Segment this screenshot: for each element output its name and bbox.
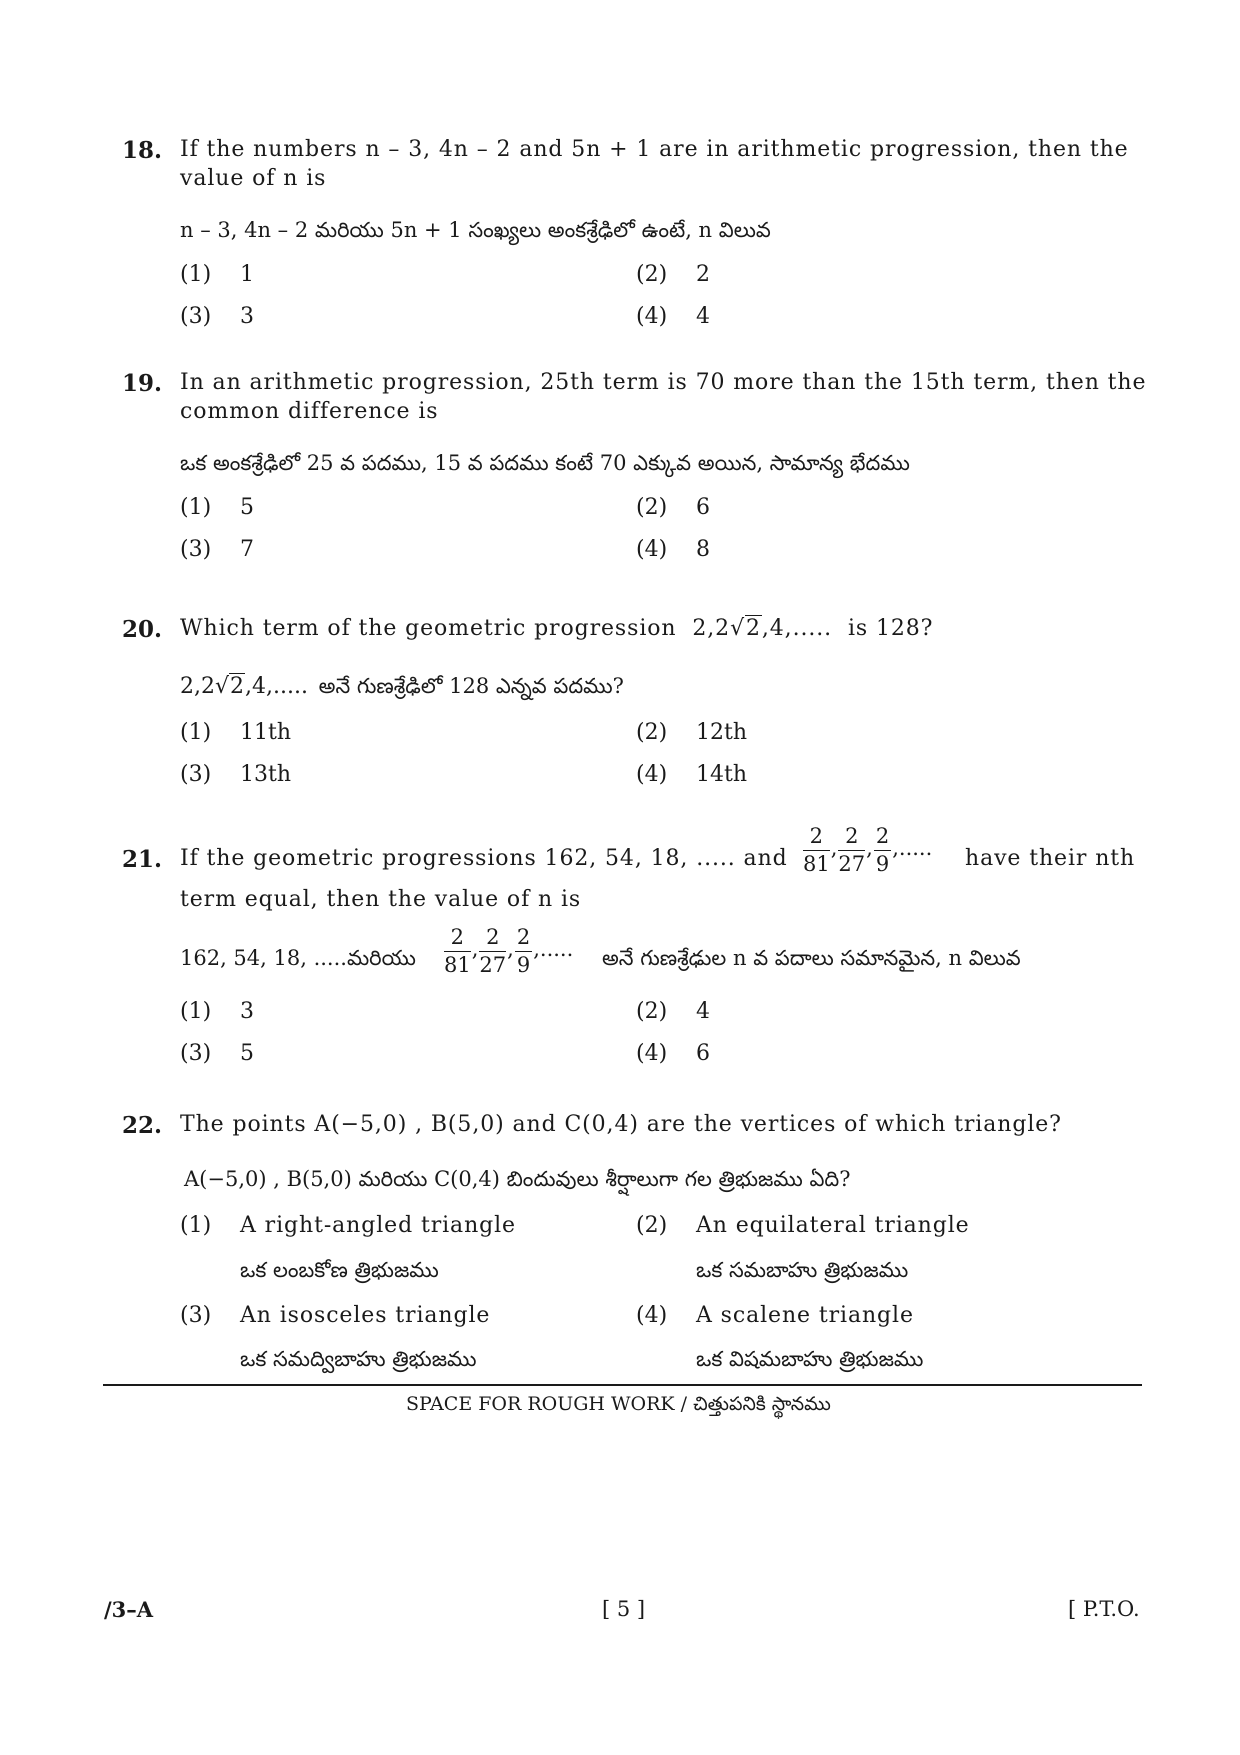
sequence-expression: 2,2√2,4,..... bbox=[692, 616, 833, 641]
fraction: $\frac{2}{81}$ bbox=[444, 925, 471, 977]
question-text-en: The points A(−5,0) , B(5,0) and C(0,4) are the vertices of which triangle? bbox=[180, 1112, 1062, 1137]
question-text-en: In an arithmetic progression, 25th term is 70 more than the 15th term, then the bbox=[180, 370, 1147, 395]
option-number: (4) bbox=[636, 762, 668, 787]
option-number: (3) bbox=[180, 304, 212, 329]
fraction-sequence: $\frac{2}{81}$ , $\frac{2}{27}$ , $\frac{2}{9}$ ,..... bbox=[444, 925, 574, 977]
page-number: [ 5 ] bbox=[602, 1597, 646, 1621]
option-value: 5 bbox=[240, 495, 254, 520]
option-value: 1 bbox=[240, 262, 254, 287]
question-text-en-cont: value of n is bbox=[180, 166, 327, 191]
option-value: 2 bbox=[696, 262, 710, 287]
rough-work-label: SPACE FOR ROUGH WORK / చిత్తుపనికి స్థానము bbox=[406, 1393, 831, 1415]
question-text-te: n – 3, 4n – 2 మరియు 5n + 1 సంఖ్యలు అంకశ్రేఢిలో ఉంటే, n విలువ bbox=[180, 218, 771, 242]
please-turn-over: [ P.T.O. bbox=[1068, 1597, 1140, 1621]
question-text-en-cont: common difference is bbox=[180, 399, 439, 424]
option-value-te: ఒక సమద్విబాహు త్రిభుజము bbox=[240, 1347, 477, 1371]
fraction: $\frac{2}{27}$ bbox=[479, 925, 507, 977]
question-text-en: Which term of the geometric progression 2,2√2,4,..... is 128? bbox=[180, 616, 934, 641]
option-value: 11th bbox=[240, 720, 292, 745]
question-number: 21. bbox=[122, 846, 163, 873]
option-number: (1) bbox=[180, 1213, 212, 1238]
question-text-en-tail: have their nth bbox=[965, 846, 1136, 871]
question-text-te-tail: అనే గుణశ్రేఢుల n వ పదాలు సమానమైన, n విలువ bbox=[602, 946, 1021, 970]
question-text-en-cont: term equal, then the value of n is bbox=[180, 887, 582, 912]
fraction: $\frac{2}{9}$ bbox=[875, 824, 890, 876]
fraction: $\frac{2}{9}$ bbox=[516, 925, 531, 977]
option-number: (2) bbox=[636, 999, 668, 1024]
option-value: A scalene triangle bbox=[696, 1303, 914, 1328]
divider-rule bbox=[103, 1384, 1142, 1386]
question-text-en: If the numbers n – 3, 4n – 2 and 5n + 1 are in arithmetic progression, then the bbox=[180, 137, 1129, 162]
option-value: 6 bbox=[696, 495, 710, 520]
option-number: (1) bbox=[180, 262, 212, 287]
option-value: 14th bbox=[696, 762, 748, 787]
fraction: $\frac{2}{27}$ bbox=[838, 824, 866, 876]
paper-code: /3–A bbox=[104, 1597, 154, 1622]
option-value: A right-angled triangle bbox=[240, 1213, 516, 1238]
question-text-te: A(−5,0) , B(5,0) మరియు C(0,4) బిందువులు శీర్షాలుగా గల త్రిభుజము ఏది? bbox=[184, 1167, 851, 1191]
option-number: (1) bbox=[180, 720, 212, 745]
question-number: 19. bbox=[122, 370, 163, 397]
option-number: (1) bbox=[180, 495, 212, 520]
question-number: 22. bbox=[122, 1112, 163, 1139]
question-text-en: If the geometric progressions 162, 54, 18, ..... and bbox=[180, 846, 788, 871]
option-number: (3) bbox=[180, 762, 212, 787]
option-number: (4) bbox=[636, 537, 668, 562]
fraction: $\frac{2}{81}$ bbox=[803, 824, 830, 876]
option-value: 4 bbox=[696, 999, 710, 1024]
option-value: An equilateral triangle bbox=[696, 1213, 970, 1238]
sequence-expression: 2,2√2,4,..... bbox=[180, 674, 308, 699]
option-number: (2) bbox=[636, 720, 668, 745]
option-number: (3) bbox=[180, 537, 212, 562]
option-number: (4) bbox=[636, 1303, 668, 1328]
question-number: 20. bbox=[122, 616, 163, 643]
option-value: 7 bbox=[240, 537, 254, 562]
option-value: 3 bbox=[240, 304, 254, 329]
option-number: (2) bbox=[636, 1213, 668, 1238]
option-number: (3) bbox=[180, 1041, 212, 1066]
option-value: 6 bbox=[696, 1041, 710, 1066]
option-value: 13th bbox=[240, 762, 292, 787]
option-number: (1) bbox=[180, 999, 212, 1024]
option-value-te: ఒక సమబాహు త్రిభుజము bbox=[696, 1258, 909, 1282]
option-number: (3) bbox=[180, 1303, 212, 1328]
option-number: (2) bbox=[636, 495, 668, 520]
option-value: 8 bbox=[696, 537, 710, 562]
option-value: An isosceles triangle bbox=[240, 1303, 491, 1328]
option-value: 5 bbox=[240, 1041, 254, 1066]
option-value-te: ఒక విషమబాహు త్రిభుజము bbox=[696, 1347, 924, 1371]
question-text-te: 162, 54, 18, .....మరియు bbox=[180, 946, 416, 970]
option-value: 3 bbox=[240, 999, 254, 1024]
option-value-te: ఒక లంబకోణ త్రిభుజము bbox=[240, 1258, 439, 1282]
fraction-sequence: $\frac{2}{81}$ , $\frac{2}{27}$ , $\frac{2}{9}$ ,..... bbox=[803, 824, 933, 876]
question-text-te: 2,2√2,4,..... అనే గుణశ్రేఢిలో 128 ఎన్నవ పదము? bbox=[180, 674, 624, 699]
option-value: 4 bbox=[696, 304, 710, 329]
question-text-te: ఒక అంకశ్రేఢిలో 25 వ పదము, 15 వ పదము కంటే 70 ఎక్కువ అయిన, సామాన్య భేదము bbox=[180, 451, 910, 475]
option-number: (2) bbox=[636, 262, 668, 287]
question-number: 18. bbox=[122, 137, 163, 164]
option-number: (4) bbox=[636, 1041, 668, 1066]
option-number: (4) bbox=[636, 304, 668, 329]
option-value: 12th bbox=[696, 720, 748, 745]
